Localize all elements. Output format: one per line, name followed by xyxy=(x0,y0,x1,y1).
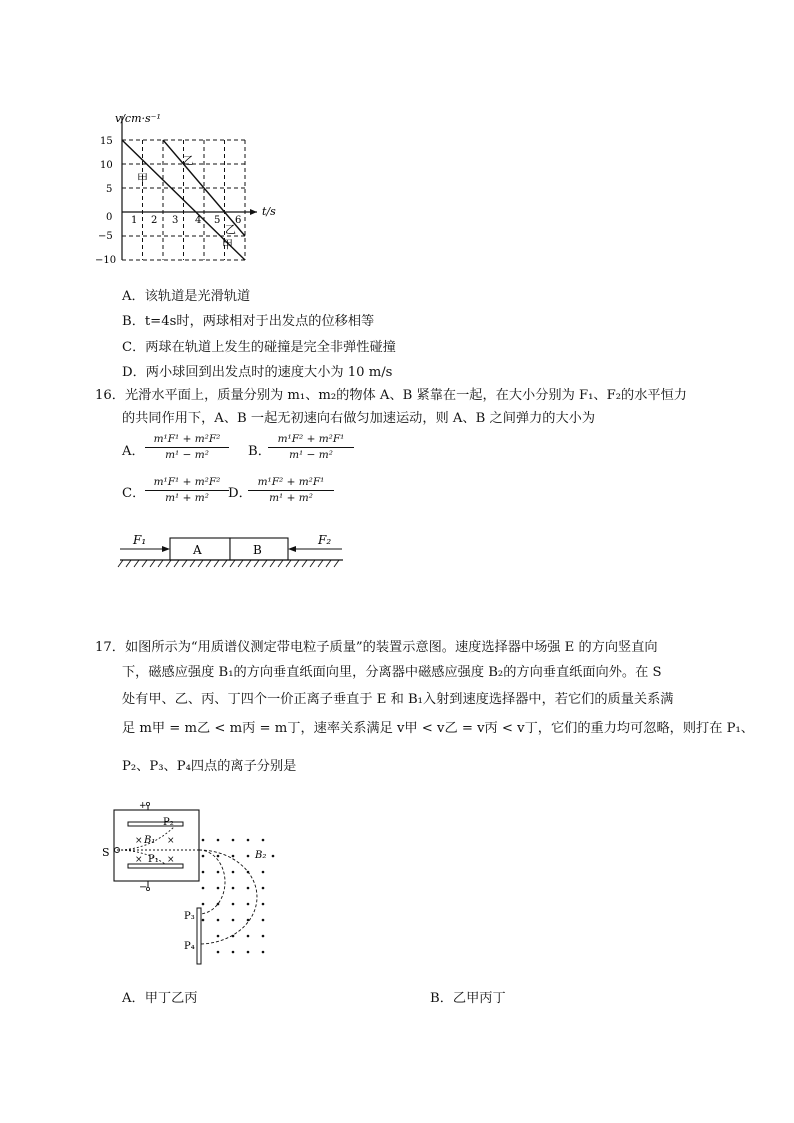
svg-text:×: × xyxy=(167,855,175,865)
q16-stem-line1: 16．光滑水平面上，质量分别为 m₁、m₂的物体 A、B 紧靠在一起，在大小分别为 F₁、F₂的水平恒力 xyxy=(95,388,687,403)
svg-text:×: × xyxy=(135,855,143,865)
plus-sign: + xyxy=(139,801,147,811)
q17-mass-spectrometer-figure xyxy=(95,800,285,970)
q17-option-a: A．甲丁乙丙 xyxy=(122,991,198,1006)
line-label: 乙 xyxy=(183,154,194,167)
q16-blocks-figure xyxy=(115,530,355,570)
svg-text:×: × xyxy=(135,836,143,846)
s-label: S xyxy=(102,846,110,859)
q16-option-d-label: D． xyxy=(228,486,252,501)
denominator: m¹ + m² xyxy=(165,492,209,504)
x-axis-label: t/s xyxy=(262,205,276,218)
x-tick: 5 xyxy=(214,215,221,226)
q15-option-c: C．两球在轨道上发生的碰撞是完全非弹性碰撞 xyxy=(122,340,396,355)
y-tick: 15 xyxy=(100,136,113,147)
q15-option-b: B．t=4s时，两球相对于出发点的位移相等 xyxy=(122,314,375,329)
block-a-label: A xyxy=(193,543,202,557)
denominator: m¹ − m² xyxy=(165,449,209,461)
p3-label: P₃ xyxy=(184,911,195,922)
q17-option-b: B．乙甲丙丁 xyxy=(430,991,506,1006)
f2-arrowhead xyxy=(288,546,296,552)
line-label: 乙 xyxy=(225,223,236,236)
line-label: 甲 xyxy=(137,172,148,185)
numerator: m¹F² + m²F¹ xyxy=(248,476,334,491)
y-tick: −10 xyxy=(95,255,117,266)
x-tick: 6 xyxy=(235,215,242,226)
q16-option-a-formula xyxy=(145,433,229,462)
b1-label: B₁ xyxy=(144,835,156,846)
b2-label: B₂ xyxy=(255,850,267,861)
x-axis-arrow xyxy=(250,209,257,215)
q16-option-a-label: A． xyxy=(122,444,145,459)
q16-option-d-formula xyxy=(248,476,334,505)
velocity-selector xyxy=(114,810,199,881)
q17-stem-line1: 17．如图所示为“用质谱仪测定带电粒子质量”的装置示意图。速度选择器中场强 E 的方向竖直向 xyxy=(95,640,658,655)
q16-option-c-label: C． xyxy=(122,486,146,501)
x-tick: 3 xyxy=(172,215,179,226)
upper-plate xyxy=(128,822,183,826)
y-axis-label: v/cm·s⁻¹ xyxy=(115,112,161,125)
path-large xyxy=(199,850,257,944)
detector-plate xyxy=(197,908,201,964)
x-tick: 4 xyxy=(195,215,202,226)
f1-arrowhead xyxy=(162,546,170,552)
velocity-time-graph xyxy=(95,108,285,268)
denominator: m¹ + m² xyxy=(269,492,313,504)
q15-option-d: D．两小球回到出发点时的速度大小为 10 m/s xyxy=(122,365,393,380)
denominator: m¹ − m² xyxy=(289,449,333,461)
p4-label: P₄ xyxy=(184,941,195,952)
q16-stem-line2: 的共同作用下，A、B 一起无初速向右做匀加速运动，则 A、B 之间弹力的大小为 xyxy=(122,411,596,426)
q16-option-b-formula xyxy=(268,433,354,462)
q15-option-a: A．该轨道是光滑轨道 xyxy=(122,289,251,304)
f2-label: F₂ xyxy=(318,533,332,547)
p1-label: P₁ xyxy=(148,854,159,865)
numerator: m¹F¹ + m²F² xyxy=(145,476,229,491)
block-b-label: B xyxy=(253,543,262,557)
f1-label: F₁ xyxy=(133,533,147,547)
q17-stem-line4: 足 m甲 = m乙 < m丙 = m丁，速率关系满足 v甲 < v乙 = v丙 < v丁，它们的重力均可忽略，则打在 P₁、 xyxy=(122,721,754,736)
q16-option-c-formula xyxy=(145,476,229,505)
numerator: m¹F² + m²F¹ xyxy=(268,433,354,448)
q17-stem-line2: 下，磁感应强度 B₁的方向垂直纸面向里，分离器中磁感应强度 B₂的方向垂直纸面向外。在 S xyxy=(122,665,662,680)
ground-hatching xyxy=(118,560,339,567)
y-tick: −5 xyxy=(98,231,113,242)
y-tick: 5 xyxy=(106,184,113,195)
line-label: 甲 xyxy=(222,238,233,251)
numerator: m¹F¹ + m²F² xyxy=(145,433,229,448)
y-tick: 10 xyxy=(100,160,113,171)
q17-stem-line3: 处有甲、乙、丙、丁四个一价正离子垂直于 E 和 B₁入射到速度选择器中，若它们的质量关系满 xyxy=(122,692,674,707)
x-tick: 2 xyxy=(151,215,158,226)
y-tick: 0 xyxy=(106,212,113,223)
x-tick: 1 xyxy=(131,215,138,226)
p2-label: P₂ xyxy=(163,817,174,828)
svg-text:×: × xyxy=(167,836,175,846)
minus-sign: − xyxy=(139,882,148,893)
q16-option-b-label: B． xyxy=(248,444,271,459)
q17-stem-line5: P₂、P₃、P₄四点的离子分别是 xyxy=(122,759,297,774)
